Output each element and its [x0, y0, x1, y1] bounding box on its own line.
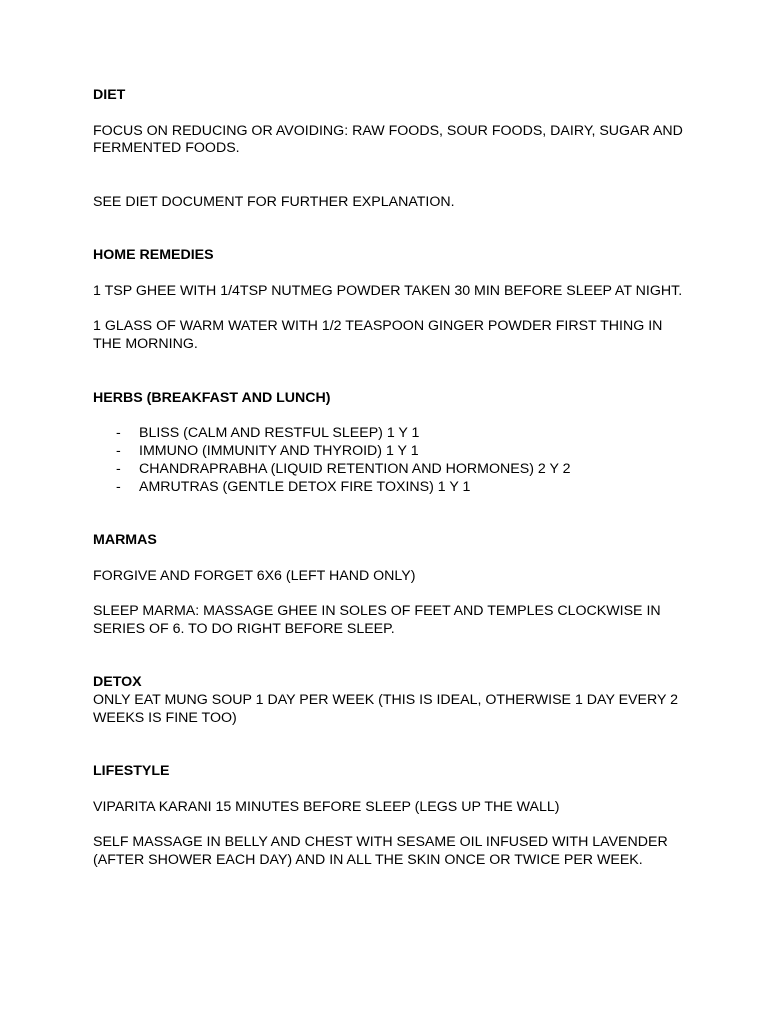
detox-heading: DETOX — [93, 674, 142, 691]
list-dash: - — [116, 478, 121, 495]
home-remedies-heading: HOME REMEDIES — [93, 247, 214, 264]
marma-sleep-text: SLEEP MARMA: MASSAGE GHEE IN SOLES OF FEET AND TEMPLES CLOCKWISE IN SERIES OF 6. TO DO RIGHT BEFORE SLEEP. — [93, 603, 661, 637]
diet-see-document-text: SEE DIET DOCUMENT FOR FURTHER EXPLANATION. — [93, 193, 455, 210]
herb-label: IMMUNO (IMMUNITY AND THYROID) 1 Y 1 — [139, 442, 419, 459]
herb-label: BLISS (CALM AND RESTFUL SLEEP) 1 Y 1 — [139, 425, 420, 442]
herbs-list — [93, 425, 683, 496]
lifestyle-self-massage-text: SELF MASSAGE IN BELLY AND CHEST WITH SESAME OIL INFUSED WITH LAVENDER (AFTER SHOWER EACH DAY) AND IN ALL THE SKIN ONCE OR TWICE PER WEEK. — [93, 834, 668, 869]
herb-item-bliss — [116, 425, 683, 443]
herb-label: AMRUTRAS (GENTLE DETOX FIRE TOXINS) 1 Y 1 — [139, 478, 471, 495]
lifestyle-heading: LIFESTYLE — [93, 763, 170, 780]
diet-focus-text: FOCUS ON REDUCING OR AVOIDING: RAW FOODS, SOUR FOODS, DAIRY, SUGAR AND FERMENTED FOODS. — [93, 122, 683, 157]
detox-mung-soup-text: ONLY EAT MUNG SOUP 1 DAY PER WEEK (THIS IS IDEAL, OTHERWISE 1 DAY EVERY 2 WEEKS IS FINE TOO) — [93, 692, 679, 726]
herb-item-amrutras — [116, 479, 683, 497]
herb-item-immuno — [116, 443, 683, 461]
list-dash: - — [116, 460, 121, 477]
lifestyle-viparita-text: VIPARITA KARANI 15 MINUTES BEFORE SLEEP (LEGS UP THE WALL) — [93, 798, 560, 815]
herbs-heading: HERBS (BREAKFAST AND LUNCH) — [93, 389, 331, 406]
marma-forgive-text: FORGIVE AND FORGET 6X6 (LEFT HAND ONLY) — [93, 567, 416, 584]
list-dash: - — [116, 425, 121, 442]
list-dash: - — [116, 442, 121, 459]
diet-heading: DIET — [93, 87, 126, 103]
marmas-heading: MARMAS — [93, 531, 157, 548]
herb-label: CHANDRAPRABHA (LIQUID RETENTION AND HORMONES) 2 Y 2 — [139, 460, 571, 477]
home-remedy-ginger-text: 1 GLASS OF WARM WATER WITH 1/2 TEASPOON GINGER POWDER FIRST THING IN THE MORNING. — [93, 318, 663, 353]
home-remedy-ghee-text: 1 TSP GHEE WITH 1/4TSP NUTMEG POWDER TAKEN 30 MIN BEFORE SLEEP AT NIGHT. — [93, 282, 683, 299]
herb-item-chandraprabha — [116, 461, 683, 479]
document-page — [93, 87, 683, 870]
